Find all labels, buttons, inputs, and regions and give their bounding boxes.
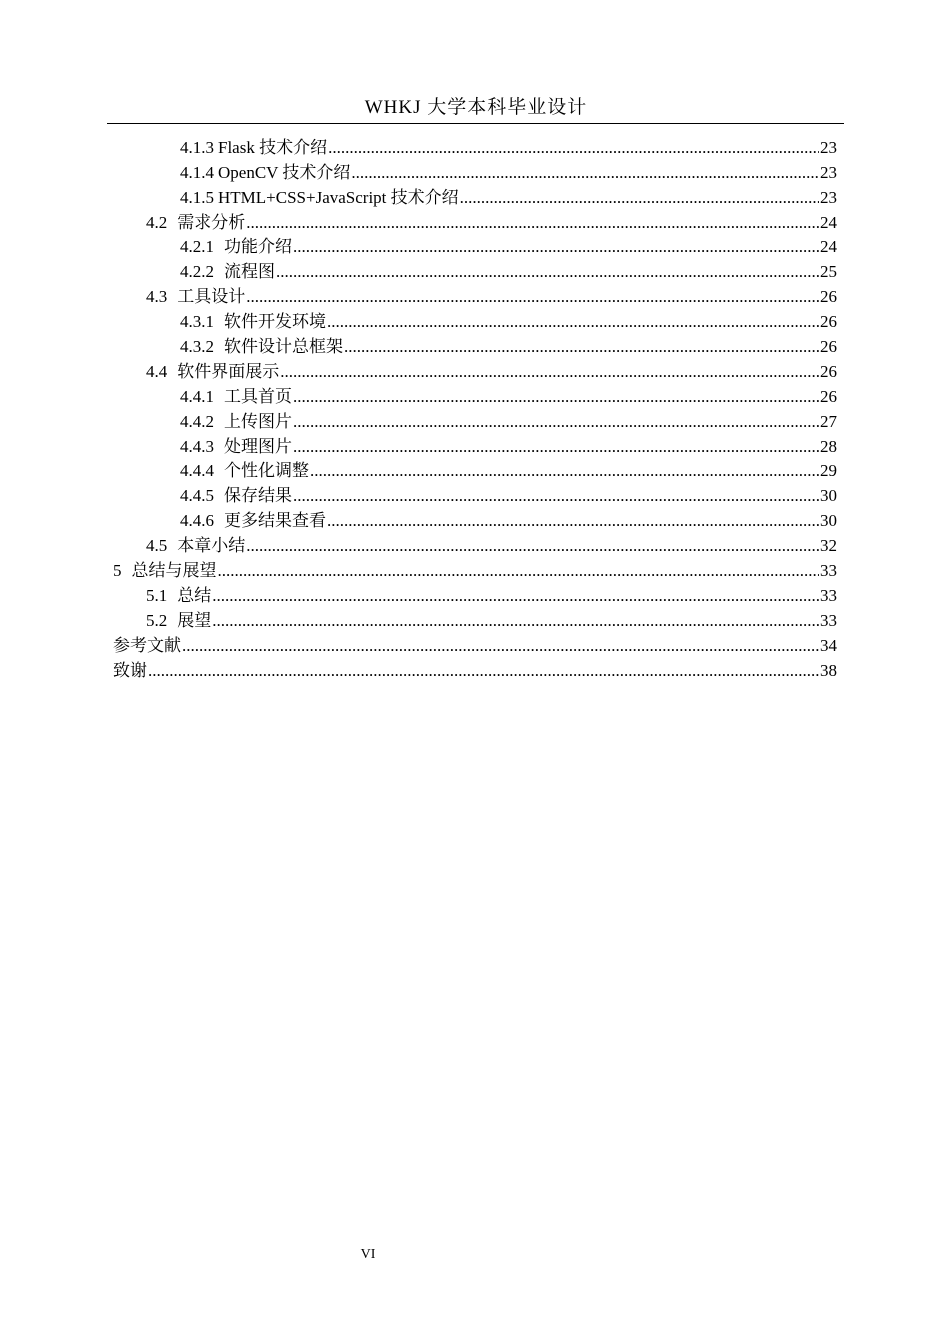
toc-entry-number: 4.1.4: [180, 162, 214, 182]
toc-entry-page: 26: [820, 312, 837, 332]
toc-entry[interactable]: [113, 532, 837, 557]
toc-dot-leader: [212, 610, 819, 632]
toc-entry[interactable]: [113, 557, 837, 582]
toc-entry-title: 保存结果: [224, 486, 292, 506]
toc-entry-page: 23: [820, 187, 837, 207]
toc-entry-title: 工具首页: [224, 386, 292, 406]
toc-entry[interactable]: [113, 433, 837, 458]
toc-entry[interactable]: [113, 632, 837, 657]
toc-entry-title: Flask 技术介绍: [218, 137, 328, 157]
toc-entry-page: 33: [820, 585, 837, 605]
toc-entry-title: 本章小结: [177, 536, 246, 556]
toc-entry-title: OpenCV 技术介绍: [218, 162, 351, 182]
toc-entry[interactable]: [113, 308, 837, 333]
toc-entry-title: 致谢: [113, 660, 147, 680]
toc-entry[interactable]: [113, 209, 837, 234]
toc-entry-title: 总结与展望: [131, 561, 217, 581]
toc-entry-title: 需求分析: [177, 212, 246, 232]
toc-entry-number: 4.3: [146, 287, 168, 307]
toc-entry-number: 4.4.5: [180, 486, 214, 506]
toc-entry-page: 30: [820, 511, 837, 531]
toc-entry-page: 24: [820, 237, 837, 257]
toc-entry-title: 软件界面展示: [177, 361, 280, 381]
toc-entry-page: 25: [820, 262, 837, 282]
toc-entry-number: 4.4.4: [180, 461, 214, 481]
toc-entry[interactable]: [113, 283, 837, 308]
toc-dot-leader: [293, 436, 819, 458]
toc-entry[interactable]: [113, 657, 837, 682]
toc-entry[interactable]: [113, 134, 837, 159]
toc-entry-title: 软件设计总框架: [224, 337, 343, 357]
toc-entry-number: 4.4: [146, 361, 168, 381]
toc-entry-title: 总结: [177, 585, 212, 605]
toc-entry[interactable]: [113, 234, 837, 259]
toc-entry[interactable]: [113, 582, 837, 607]
toc-entry[interactable]: [113, 507, 837, 532]
table-of-contents: [113, 134, 837, 682]
toc-entry-title: 更多结果查看: [224, 511, 326, 531]
toc-entry-number: 5.2: [146, 610, 168, 630]
toc-entry-page: 23: [820, 162, 837, 182]
toc-entry-page: 24: [820, 212, 837, 232]
toc-dot-leader: [344, 336, 819, 358]
toc-entry[interactable]: [113, 383, 837, 408]
toc-entry-number: 4.4.6: [180, 511, 214, 531]
toc-entry-number: 5.1: [146, 585, 168, 605]
header-rule: [107, 123, 844, 124]
toc-dot-leader: [327, 510, 819, 532]
toc-entry-page: 27: [820, 411, 837, 431]
toc-entry-title: 流程图: [224, 262, 275, 282]
toc-entry[interactable]: [113, 607, 837, 632]
toc-entry-number: 4.2.1: [180, 237, 214, 257]
toc-entry-title: 处理图片: [224, 436, 292, 456]
toc-dot-leader: [246, 212, 819, 234]
toc-dot-leader: [246, 286, 819, 308]
toc-entry[interactable]: [113, 408, 837, 433]
toc-entry-page: 23: [820, 137, 837, 157]
toc-dot-leader: [276, 261, 819, 283]
toc-entry-number: 4.2: [146, 212, 168, 232]
toc-entry-number: 4.4.1: [180, 386, 214, 406]
toc-dot-leader: [293, 485, 819, 507]
toc-dot-leader: [218, 560, 820, 582]
toc-dot-leader: [293, 236, 819, 258]
page-header-title: WHKJ 大学本科毕业设计: [364, 97, 588, 118]
toc-entry-title: 功能介绍: [224, 237, 292, 257]
toc-entry-page: 30: [820, 486, 837, 506]
toc-dot-leader: [328, 137, 819, 159]
toc-entry-number: 4.3.2: [180, 337, 214, 357]
toc-entry-page: 26: [820, 337, 837, 357]
toc-entry-title: 软件开发环境: [224, 312, 326, 332]
toc-entry-number: 4.1.3: [180, 137, 214, 157]
toc-dot-leader: [212, 585, 819, 607]
toc-entry[interactable]: [113, 258, 837, 283]
toc-dot-leader: [246, 535, 819, 557]
toc-entry-title: 参考文献: [113, 635, 181, 655]
toc-entry-number: 4.4.2: [180, 411, 214, 431]
toc-entry-page: 34: [820, 635, 837, 655]
toc-dot-leader: [182, 635, 819, 657]
toc-entry[interactable]: [113, 184, 837, 209]
toc-dot-leader: [148, 660, 819, 682]
toc-entry[interactable]: [113, 458, 837, 483]
toc-entry-number: 4.3.1: [180, 312, 214, 332]
toc-entry-page: 26: [820, 361, 837, 381]
toc-entry-title: HTML+CSS+JavaScript 技术介绍: [218, 187, 459, 207]
toc-entry-page: 28: [820, 436, 837, 456]
toc-dot-leader: [293, 386, 819, 408]
toc-entry-number: 4.4.3: [180, 436, 214, 456]
toc-entry-title: 上传图片: [224, 411, 292, 431]
toc-entry[interactable]: [113, 482, 837, 507]
toc-entry-page: 33: [820, 561, 837, 581]
page-number: VI: [360, 1247, 376, 1262]
toc-entry[interactable]: [113, 358, 837, 383]
toc-dot-leader: [293, 411, 819, 433]
toc-entry-page: 38: [820, 660, 837, 680]
toc-entry-number: 4.2.2: [180, 262, 214, 282]
toc-entry-number: 5: [113, 561, 122, 581]
toc-entry-title: 个性化调整: [224, 461, 309, 481]
toc-dot-leader: [280, 361, 819, 383]
toc-entry-page: 33: [820, 610, 837, 630]
toc-entry-page: 26: [820, 287, 837, 307]
toc-dot-leader: [327, 311, 819, 333]
toc-entry-number: 4.5: [146, 536, 168, 556]
toc-dot-leader: [460, 187, 819, 209]
toc-entry-title: 展望: [177, 610, 212, 630]
toc-entry[interactable]: [113, 159, 837, 184]
toc-entry-page: 26: [820, 386, 837, 406]
toc-entry-title: 工具设计: [177, 287, 246, 307]
toc-dot-leader: [310, 460, 819, 482]
toc-dot-leader: [351, 162, 819, 184]
toc-entry-page: 29: [820, 461, 837, 481]
toc-entry[interactable]: [113, 333, 837, 358]
toc-entry-number: 4.1.5: [180, 187, 214, 207]
toc-entry-page: 32: [820, 536, 837, 556]
